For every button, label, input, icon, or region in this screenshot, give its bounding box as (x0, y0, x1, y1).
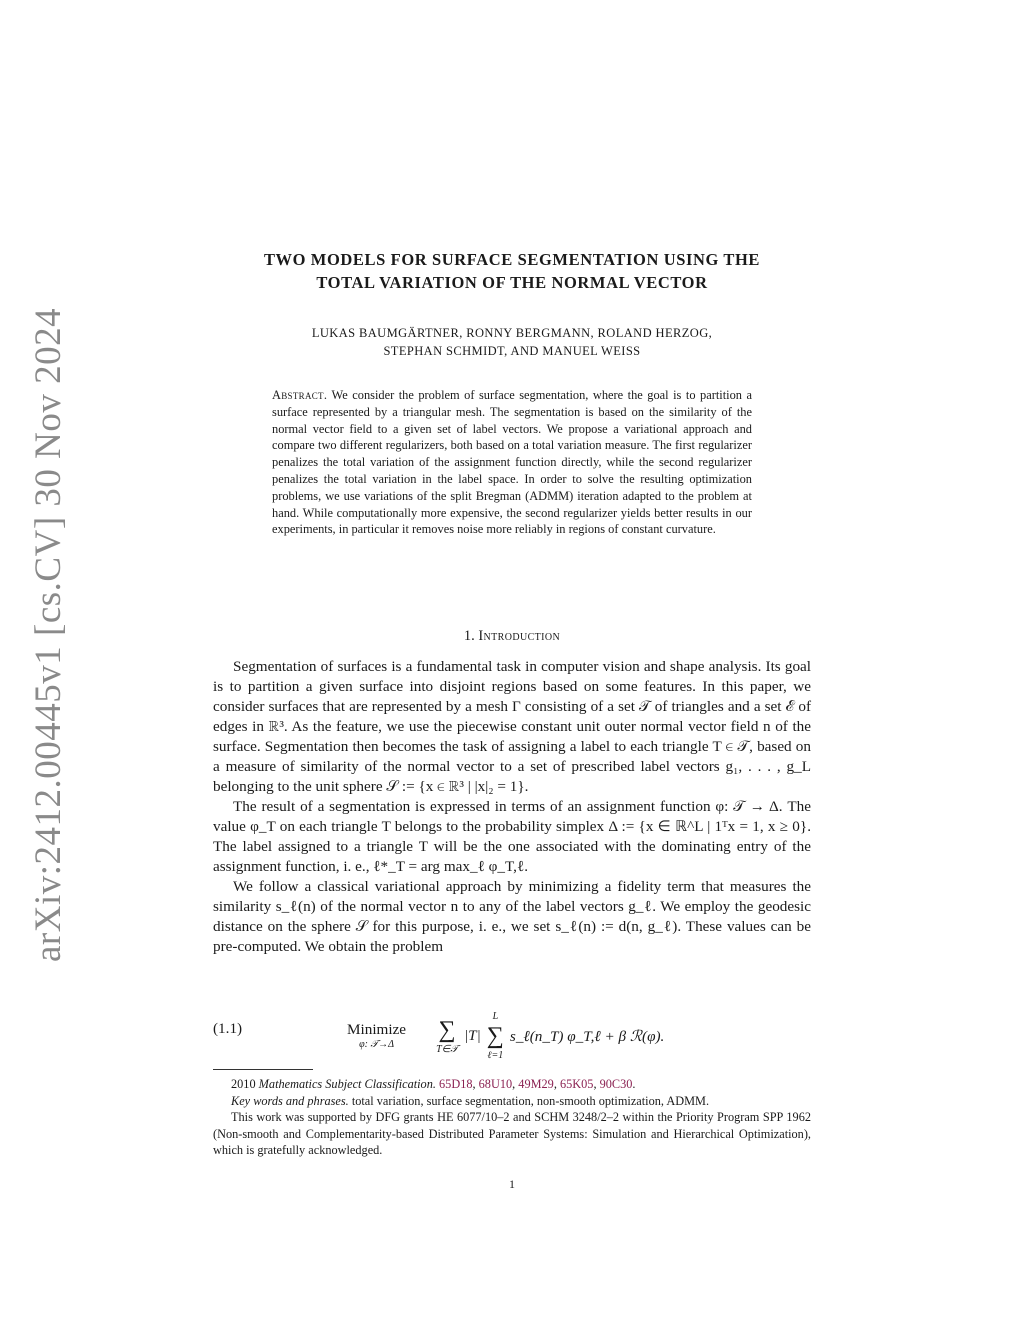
footnote-divider (213, 1069, 313, 1070)
paper-title (200, 248, 824, 294)
sum-2-subscript: ℓ=1 (487, 1049, 504, 1061)
paragraph-1: Segmentation of surfaces is a fundamental task in computer vision and shape analysis. Its goal is to partition a given surface into disjoint regions based on some features. In this paper, we consider surfaces that are represented by a mesh Γ consisting of a set 𝒯 of triangles and a set ℰ of edges in ℝ³. As the feature, we use the piecewise constant unit outer normal vector field n of the surface. Segmentation then becomes the task of assigning a label to each triangle T ∈ 𝒯, based on a measure of similarity of the normal vector to a set of prescribed label vectors g₁, . . . , g_L belonging to the unit sphere 𝒮 := {x ∈ ℝ³ | |x|₂ = 1}. (213, 658, 811, 795)
msc-code-link[interactable]: 68U10 (478, 1077, 513, 1091)
equation-term: s_ℓ(n_T) φ_T,ℓ + β ℛ(φ). (509, 1027, 665, 1045)
equation-body (347, 1006, 664, 1066)
title-line-2: TOTAL VARIATION OF THE NORMAL VECTOR (316, 273, 708, 292)
minimize-subscript: φ: 𝒯→Δ (359, 1039, 394, 1051)
minimize-operator (347, 1022, 406, 1050)
keywords-text: total variation, surface segmentation, non-smooth optimization, ADMM. (351, 1093, 710, 1108)
sum-over-triangles (436, 1018, 458, 1055)
sum-1-subscript: T∈𝒯 (436, 1043, 458, 1055)
keywords-footnote (213, 1093, 811, 1110)
abstract (272, 387, 752, 538)
funding-footnote: This work was supported by DFG grants HE 6077/10–2 and SCHM 3248/2–2 within the Priority Program SPP 1962 (Non-smooth and Complementarity-based Distributed Parameter Systems: Simulation and Hierarchical Optimization), which is gratefully acknowledged. (213, 1110, 811, 1157)
equation-1-1 (213, 1006, 811, 1066)
msc-label: Mathematics Subject Classification. (258, 1077, 436, 1091)
paragraph-2: The result of a segmentation is expressed in terms of an assignment function φ: 𝒯 → Δ. The value φ_T on each triangle T belongs to the probability simplex Δ := {x ∈ ℝ^L | 1ᵀx = 1, x ≥ 0}. The label assigned to a triangle T will be the one associated with the dominating entry of the assignment function, i. e., ℓ*_T = arg max_ℓ φ_T,ℓ. (213, 798, 811, 875)
msc-footnote: 2010 Mathematics Subject Classification. 65D18, 68U10, 49M29, 65K05, 90C30. (231, 1077, 636, 1091)
author-list (200, 324, 824, 360)
msc-code-link[interactable]: 65D18 (439, 1077, 473, 1091)
minimize-word: Minimize (347, 1020, 407, 1038)
sum-over-labels (487, 1012, 504, 1061)
sum-2-superscript: L (492, 1010, 499, 1022)
introduction-body (213, 657, 811, 957)
msc-prefix: 2010 (231, 1077, 259, 1091)
paragraph-3: We follow a classical variational approach by minimizing a fidelity term that measures the similarity s_ℓ(n) of the normal vector n to any of the label vectors g_ℓ. We employ the geodesic distance on the sphere 𝒮 for this purpose, i. e., we set s_ℓ(n) := d(n, g_ℓ). These values can be pre-computed. We obtain the problem (213, 878, 811, 955)
msc-code-link[interactable]: 65K05 (559, 1077, 594, 1091)
keywords-label: Key words and phrases. (231, 1093, 349, 1108)
msc-code-link[interactable]: 90C30 (599, 1077, 633, 1091)
equation-number: (1.1) (213, 1020, 243, 1037)
abstract-text: We consider the problem of surface segmentation, where the goal is to partition a surface represented by a triangular mesh. The segmentation is based on the similarity of the normal vector field to a given set of label vectors. We propose a variational approach and compare two different regularizers, both based on a total variation measure. The first regularizer penalizes the total variation of the assignment function directly, while the second regularizer penalizes the total variation in the label space. In order to solve the resulting optimization problems, we use variations of the split Bregman (ADMM) iteration adapted to the problem at hand. While computationally more expensive, the second regularizer yields better results in our experiments, in particular it removes noise more reliably in regions of constant curvature. (272, 388, 752, 537)
msc-code-link[interactable]: 49M29 (518, 1077, 554, 1091)
section-heading (200, 628, 824, 645)
arxiv-identifier-stamp: arXiv:2412.00445v1 [cs.CV] 30 Nov 2024 (28, 307, 69, 962)
authors-line-2: STEPHAN SCHMIDT, AND MANUEL WEISS (383, 344, 641, 358)
section-number: 1. (463, 628, 475, 644)
sum-symbol-2: ∑ (486, 1022, 504, 1049)
title-line-1: TWO MODELS FOR SURFACE SEGMENTATION USING THE (263, 250, 761, 269)
sum-symbol-1: ∑ (438, 1016, 456, 1043)
section-title: Introduction (478, 628, 561, 644)
footnotes (213, 1076, 811, 1159)
page-number: 1 (509, 1177, 515, 1191)
abstract-label: Abstract. (272, 388, 328, 402)
authors-line-1: LUKAS BAUMGÄRTNER, RONNY BERGMANN, ROLAND HERZOG, (311, 326, 713, 340)
triangle-area: |T| (464, 1027, 481, 1044)
